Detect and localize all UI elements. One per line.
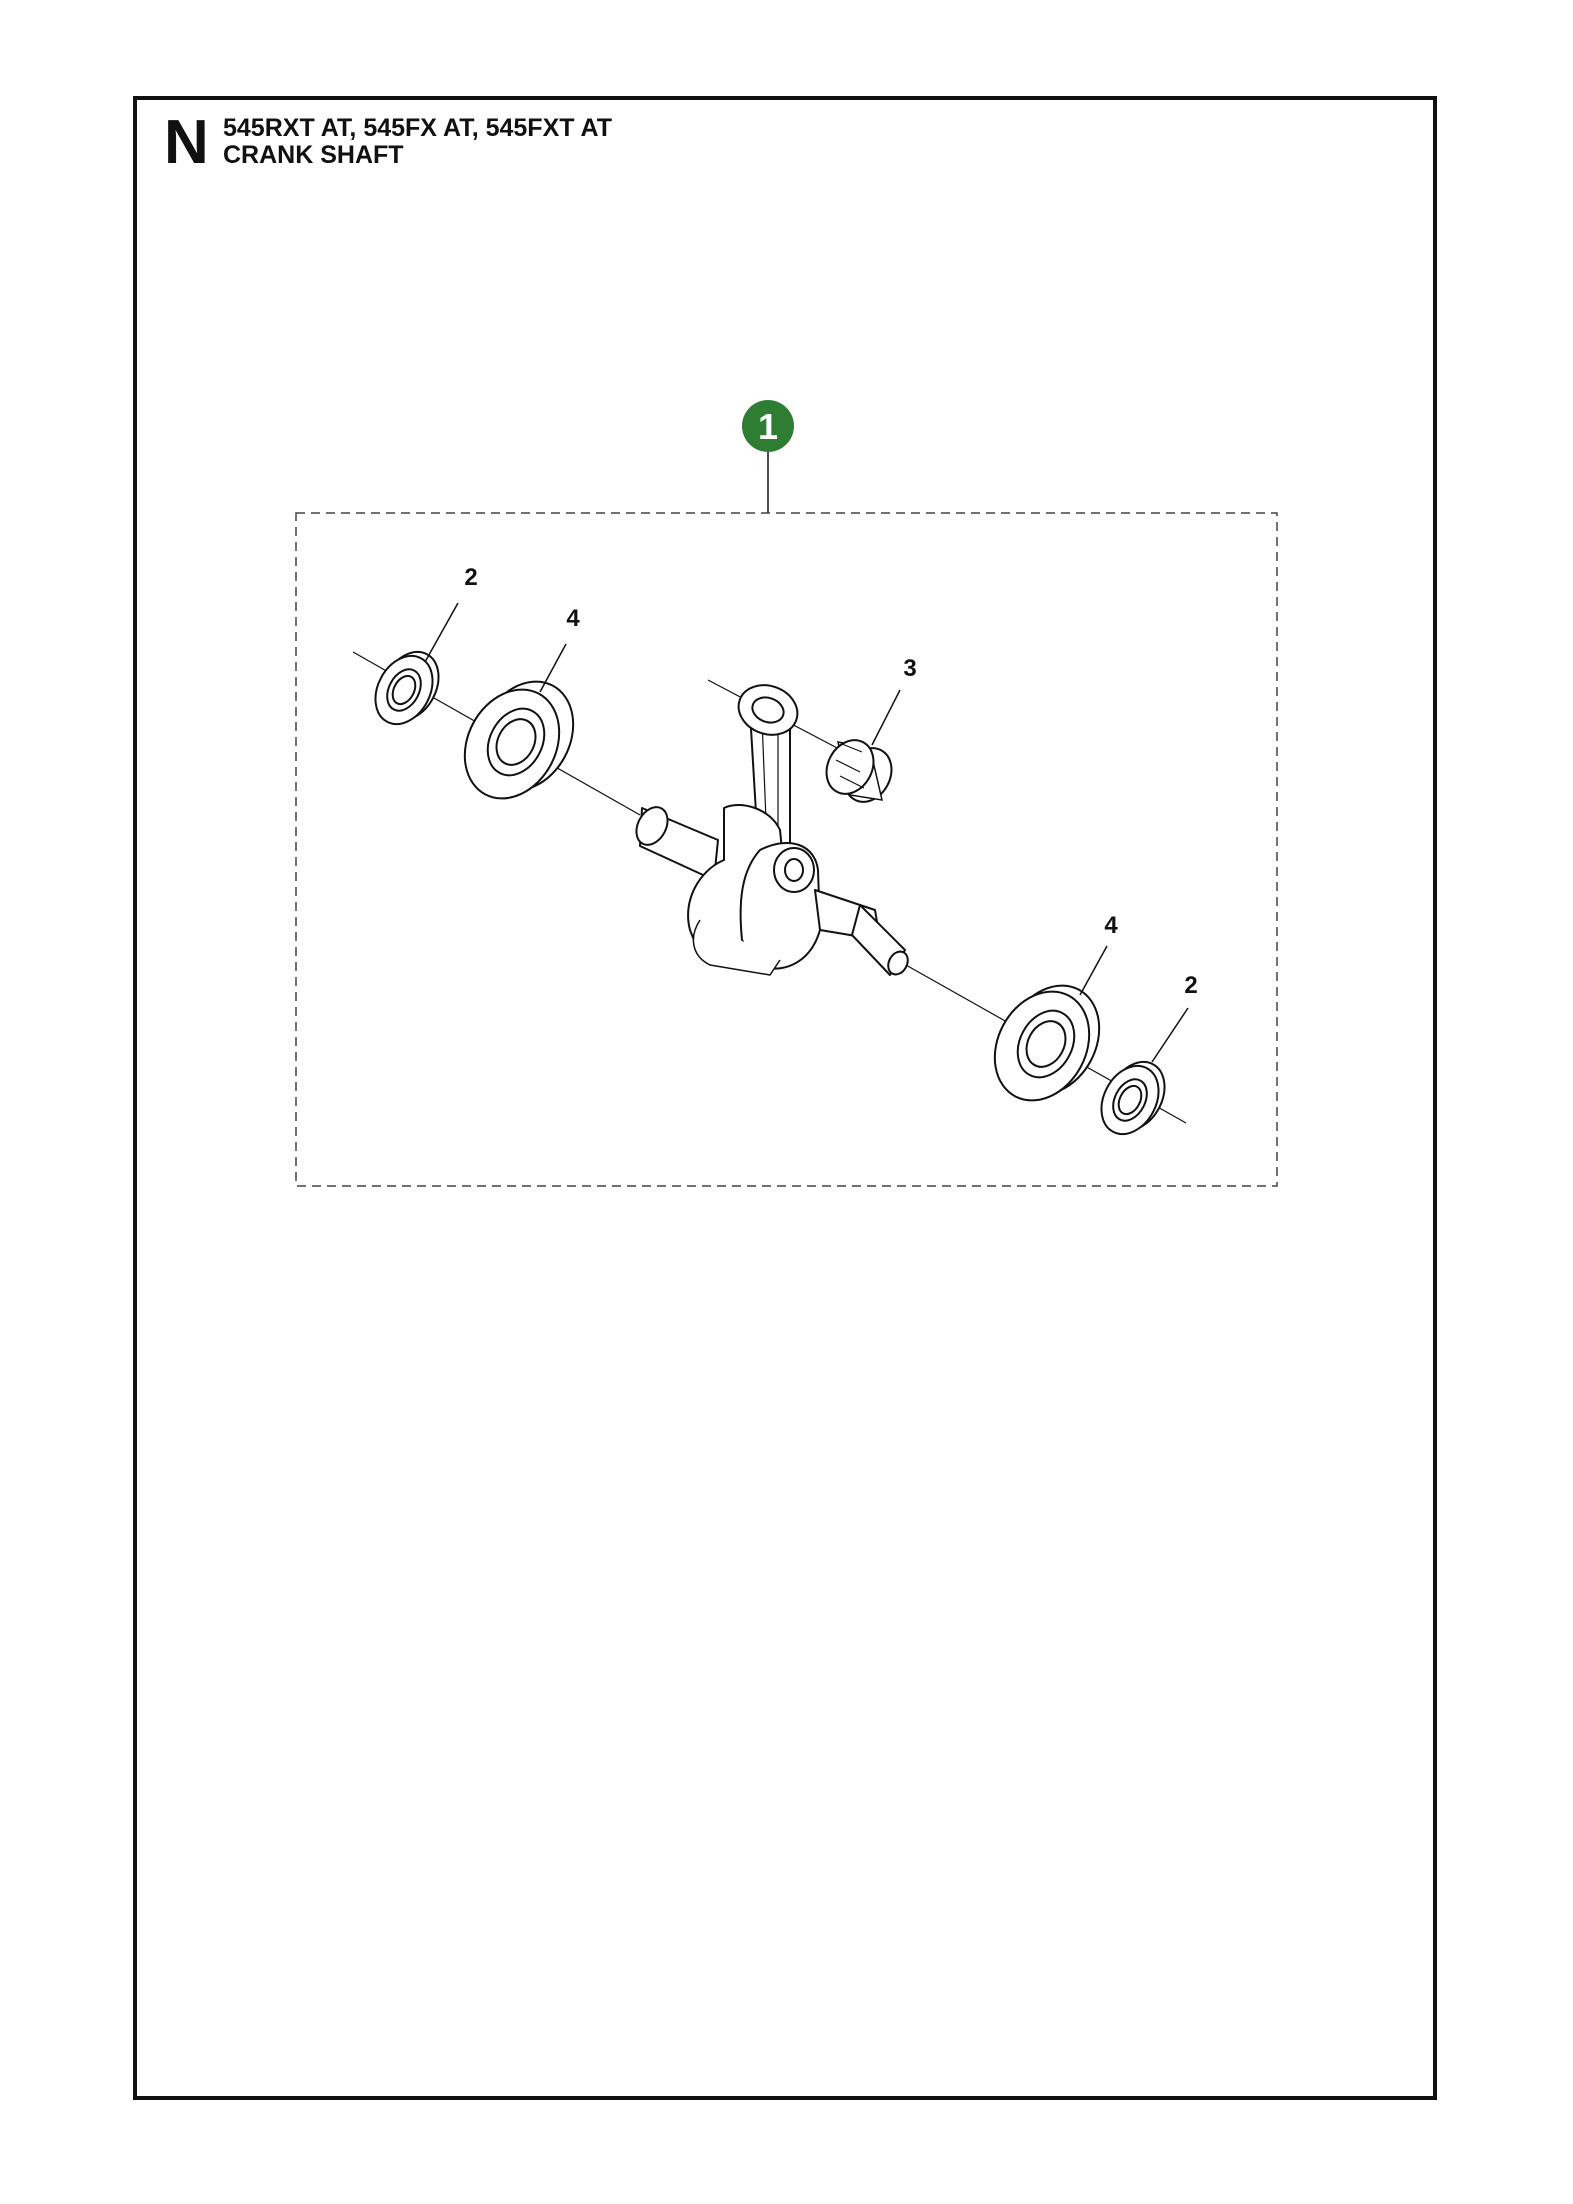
callout-needle-bearing: 3 bbox=[903, 655, 917, 682]
callout-bearing-left: 4 bbox=[566, 605, 580, 632]
ball-bearing-right[interactable] bbox=[976, 969, 1117, 1117]
oil-seal-right[interactable] bbox=[1090, 1052, 1176, 1144]
ball-bearing-left[interactable] bbox=[446, 665, 591, 815]
crankshaft-assembly[interactable] bbox=[630, 677, 911, 978]
callout-seal-right: 2 bbox=[1184, 972, 1198, 999]
oil-seal-left[interactable] bbox=[364, 642, 450, 734]
section-letter: N bbox=[164, 108, 209, 177]
model-list: 545RXT AT, 545FX AT, 545FXT AT bbox=[223, 114, 613, 142]
badge-number: 1 bbox=[757, 406, 779, 447]
assembly-badge[interactable] bbox=[742, 400, 794, 452]
diagram-subtitle: CRANK SHAFT bbox=[223, 141, 404, 169]
callout-bearing-right: 4 bbox=[1104, 912, 1118, 939]
callout-seal-left: 2 bbox=[464, 564, 478, 591]
